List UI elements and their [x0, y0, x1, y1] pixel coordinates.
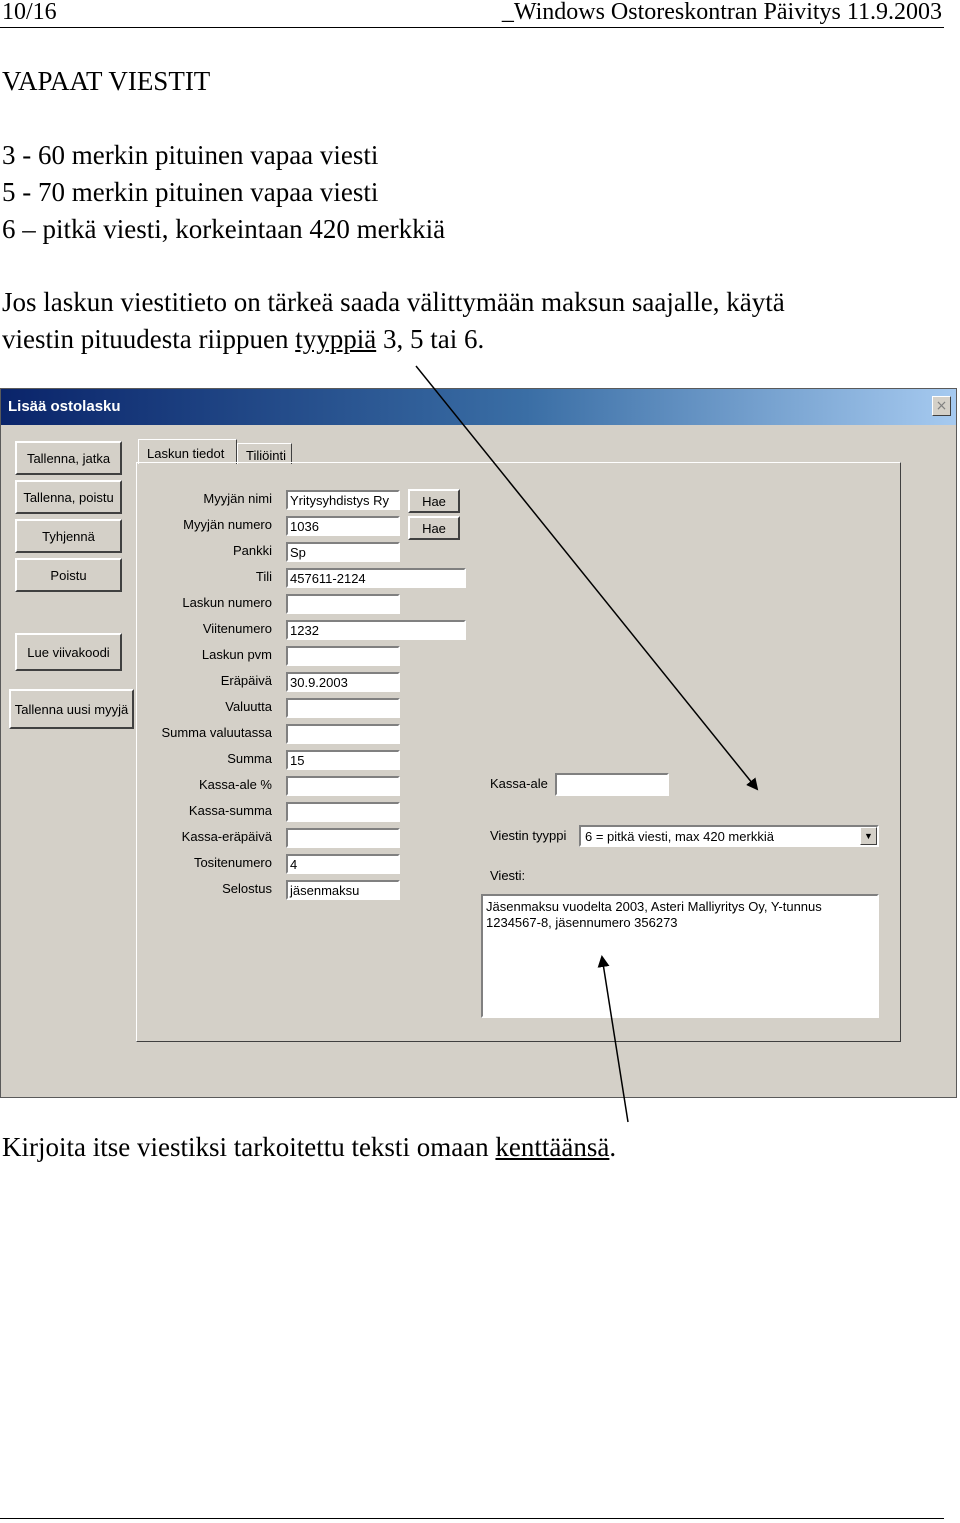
label-message-type: Viestin tyyppi [490, 828, 567, 843]
save-exit-button[interactable]: Tallenna, poistu [15, 480, 122, 514]
text-line: 5 - 70 merkin pituinen vapaa viesti [2, 177, 379, 207]
window-title: Lisää ostolasku [8, 398, 121, 415]
section-title: VAPAAT VIESTIT [2, 66, 211, 96]
label-due-date: Eräpäivä [220, 673, 272, 688]
paragraph-line: Jos laskun viestitieto on tärkeä saada välittymään maksun saajalle, käytä [2, 287, 785, 317]
page-number: 10/16 [2, 0, 57, 25]
seller-name-field[interactable]: Yritysyhdistys Ry [286, 490, 400, 510]
footer-divider [0, 1518, 944, 1519]
chevron-down-icon[interactable]: ▼ [860, 827, 877, 845]
label-currency-sum: Summa valuutassa [161, 725, 272, 740]
voucher-number-field[interactable]: 4 [286, 854, 400, 874]
paragraph-underlined: tyyppiä [295, 324, 377, 354]
label-invoice-number: Laskun numero [182, 595, 272, 610]
save-new-seller-button[interactable]: Tallenna uusi myyjä [9, 689, 134, 729]
tab-invoice-info[interactable]: Laskun tiedot [138, 439, 237, 464]
seller-number-field[interactable]: 1036 [286, 516, 400, 536]
label-message: Viesti: [490, 868, 526, 883]
reference-number-field[interactable]: 1232 [286, 620, 466, 640]
message-line: Jäsenmaksu vuodelta 2003, Asteri Malliyritys Oy, Y-tunnus [486, 899, 822, 914]
clear-button[interactable]: Tyhjennä [15, 519, 122, 553]
exit-button[interactable]: Poistu [15, 558, 122, 592]
label-reference-number: Viitenumero [202, 621, 272, 636]
bank-field[interactable]: Sp [286, 542, 400, 562]
account-field[interactable]: 457611-2124 [286, 568, 466, 588]
bottom-text: . [609, 1132, 617, 1162]
tab-accounting[interactable]: Tiliöinti [237, 443, 292, 464]
message-line: 1234567-8, jäsennumero 356273 [486, 915, 678, 930]
text-line: 6 – pitkä viesti, korkeintaan 420 merkkiä [2, 214, 446, 244]
label-voucher-number: Tositenumero [193, 855, 272, 870]
label-sum: Summa [227, 751, 272, 766]
paragraph-text: viestin pituudesta riippuen [2, 324, 296, 354]
label-invoice-date: Laskun pvm [201, 647, 272, 662]
paragraph-text: 3, 5 tai 6. [376, 324, 485, 354]
save-continue-button[interactable]: Tallenna, jatka [15, 441, 122, 475]
label-bank: Pankki [232, 543, 272, 558]
fetch-seller-number-button[interactable]: Hae [408, 516, 460, 540]
sum-field[interactable]: 15 [286, 750, 400, 770]
fetch-seller-name-button[interactable]: Hae [408, 489, 460, 513]
bottom-underlined: kenttäänsä [495, 1132, 610, 1162]
arrow-to-message-field [602, 957, 628, 1122]
label-cash-discount: Kassa-ale [490, 776, 548, 791]
label-description: Selostus [222, 881, 272, 896]
label-cash-discount-percent: Kassa-ale % [199, 777, 272, 792]
bottom-instruction [2, 1134, 616, 1161]
description-field[interactable]: jäsenmaksu [286, 880, 400, 900]
message-type-value: 6 = pitkä viesti, max 420 merkkiä [585, 829, 774, 844]
due-date-field[interactable]: 30.9.2003 [286, 672, 400, 692]
label-account: Tili [255, 569, 272, 584]
arrow-to-message-type [416, 366, 757, 789]
label-currency: Valuutta [225, 699, 272, 714]
label-seller-name: Myyjän nimi [203, 491, 272, 506]
label-cash-sum: Kassa-summa [188, 803, 272, 818]
text-line: 3 - 60 merkin pituinen vapaa viesti [2, 140, 379, 170]
label-cash-due-date: Kassa-eräpäivä [181, 829, 272, 844]
header-title: _Windows Ostoreskontran Päivitys 11.9.2003 [501, 0, 942, 25]
read-barcode-button[interactable]: Lue viivakoodi [15, 633, 122, 671]
bottom-text: Kirjoita itse viestiksi tarkoitettu teksti omaan [2, 1132, 496, 1162]
label-seller-number: Myyjän numero [183, 517, 272, 532]
close-icon[interactable]: × [932, 396, 951, 416]
